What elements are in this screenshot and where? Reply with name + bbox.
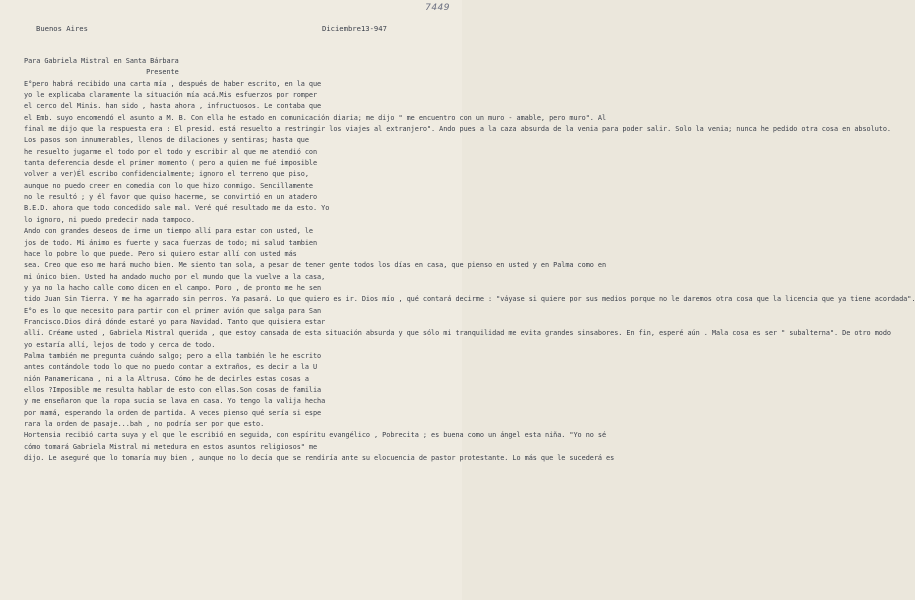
letter-line: el cerco del Minis. han sido , hasta ahora , infructuosos. Le contaba que	[24, 102, 322, 111]
letter-line: aunque no puedo creer en comedia con lo que hizo conmigo. Sencillamente	[24, 181, 313, 190]
letter-line: Los pasos son innumerables, llenos de dilaciones y sentiras; hasta que	[24, 136, 309, 145]
letter-line: mi único bien. Usted ha andado mucho por el mundo que la vuelve a la casa,	[24, 272, 326, 281]
letter-line: lo ignoro, ni puedo predecir nada tampoco.	[24, 215, 195, 224]
letter-line: Ando con grandes deseos de irme un tiempo allí para estar con usted, le	[24, 227, 313, 236]
letter-line: y me enseñaron que la ropa sucia se lava en casa. Yo tengo la valija hecha	[24, 397, 326, 406]
letter-line: final me dijo que la respuesta era : El presid. está resuelto a restringir los viajes al extranjero". Ando pues a la caza absurda de la venia para poder salir. Solo la venia; nunca he pedido otra cosa en absoluto.	[24, 125, 891, 134]
letter-line: no le resultó ; y él favor que quiso hacerme, se convirtió en un atadero	[24, 193, 318, 202]
letter-line: tido Juan Sin Tierra. Y me ha agarrado sin perros. Ya pasará. Lo que quiero es ir. Dios mío , qué contará decirme : "váyase si quiere por sus medios porque no le daremos otra cosa que la licencia que ya tiene acordada".	[24, 295, 915, 304]
letter-line: E°pero habrá recibido una carta mía , después de haber escrito, en la que	[24, 79, 322, 88]
archive-number: 7449	[425, 3, 450, 13]
letter-line: Para Gabriela Mistral en Santa Bárbara	[24, 57, 179, 65]
letter-line: dijo. Le aseguré que lo tomaría muy bien , aunque no lo decía que se rendiría ante su elocuencia de pastor protestante. Lo más que le sucederá es	[24, 454, 615, 463]
letter-line: ellos ?Imposible me resulta hablar de esto con ellas.Son cosas de familia	[24, 385, 322, 394]
letter-line: yo le explicaba claramente la situación mía acá.Mis esfuerzos por romper	[24, 91, 318, 100]
letter-line: Francisco.Dios dirá dónde estaré yo para Navidad. Tanto que quisiera estar	[24, 317, 326, 326]
letter-line: volver a ver)Él escribo confidencialmente; ignoro el terreno que piso,	[24, 170, 309, 179]
letter-line: E°o es lo que necesito para partir con el primer avión que salga para San	[24, 306, 322, 315]
letter-line: nión Panamericana , ni a la Altrusa. Cómo he de decirles estas cosas a	[24, 374, 309, 383]
letter-line: sea. Creo que eso me hará mucho bien. Me siento tan sola, a pesar de tener gente todos los días en casa, que pienso en usted y en Palma como en	[24, 261, 607, 270]
letter-line: Presente	[24, 68, 179, 77]
letter-line: he resuelto jugarme el todo por el todo y escribir al que me atendió con	[24, 147, 318, 156]
letter-line: hace lo pobre lo que puede. Pero si quiero estar allí con usted más	[24, 249, 297, 258]
letter-line: Hortensia recibió carta suya y el que le escribió en seguida, con espíritu evangélico , Pobrecita ; es buena como un ángel esta niña. "Yo no sé	[24, 431, 607, 440]
letter-line: el Emb. suyo encomendó el asunto a M. B. Con ella he estado en comunicación diaria; me dijo " me encuentro con un muro - amable, pero muro". Al	[24, 113, 607, 122]
letter-date: Diciembre13-947	[322, 24, 387, 33]
letter-line: rara la orden de pasaje...bah , no podría ser por que esto.	[24, 420, 265, 428]
letter-line: y ya no la hacho calle como dicen en el campo. Poro , de pronto me he sen	[24, 283, 322, 292]
letter-line: tanta deferencia desde el primer momento ( pero a quien me fué imposible	[24, 159, 318, 168]
letter-line: Palma también me pregunta cuándo salgo; pero a ella también le he escrito	[24, 351, 322, 360]
letter-line: B.E.D. ahora que todo concedido sale mal. Veré qué resultado me da esto. Yo	[24, 204, 330, 213]
letter-line: por mamá, esperando la orden de partida. A veces pienso qué sería si espe	[24, 408, 322, 417]
letter-line: allí. Créame usted , Gabriela Mistral querida , que estoy cansada de esta situación absurda y que sólo mi tranquilidad me evita grandes sinsabores. En fin, esperé aún . Mala cosa es ser " subalterna". De otro modo	[24, 329, 891, 338]
letter-line: jos de todo. Mi ánimo es fuerte y saca fuerzas de todo; mi salud tambien	[24, 238, 318, 247]
letter-line: yo estaría allí, lejos de todo y cerca de todo.	[24, 340, 216, 349]
letter-line: cómo tomará Gabriela Mistral mi metedura en estos asuntos religiosos" me	[24, 442, 318, 451]
letter-place: Buenos Aires	[36, 24, 88, 33]
letter-line: antes contándole todo lo que no puedo contar a extraños, es decir a la U	[24, 363, 318, 372]
letter-body	[24, 56, 915, 464]
